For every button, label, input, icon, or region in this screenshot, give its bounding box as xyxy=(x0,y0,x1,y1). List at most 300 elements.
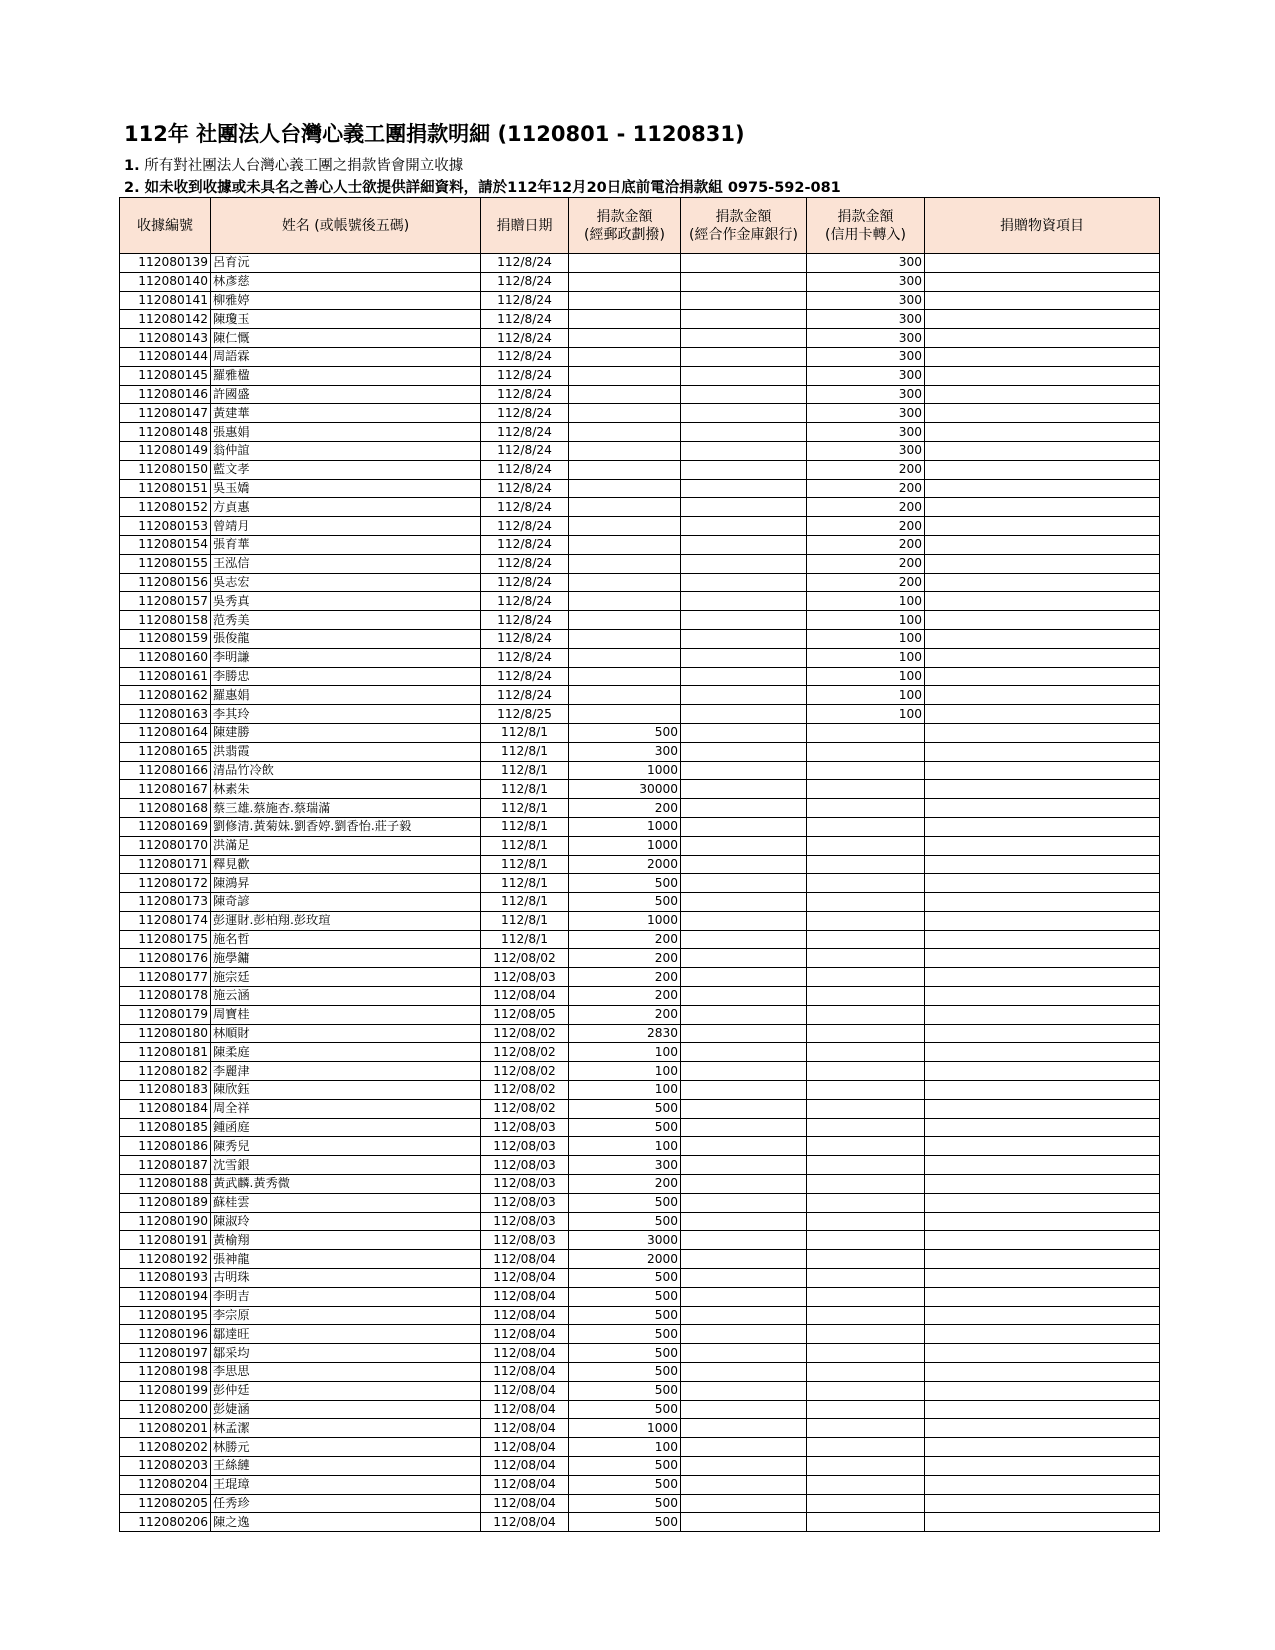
date-cell: 112/08/04 xyxy=(481,1325,569,1344)
date-cell: 112/8/1 xyxy=(481,911,569,930)
date-cell: 112/8/1 xyxy=(481,836,569,855)
name-cell: 陳淑玲 xyxy=(211,1212,481,1231)
postal-amount-cell xyxy=(569,366,681,385)
bank-amount-cell xyxy=(681,366,807,385)
postal-amount-cell xyxy=(569,686,681,705)
date-cell: 112/08/04 xyxy=(481,1287,569,1306)
card-amount-cell xyxy=(807,817,925,836)
goods-cell xyxy=(925,1193,1160,1212)
bank-amount-cell xyxy=(681,554,807,573)
goods-cell xyxy=(925,836,1160,855)
name-cell: 陳鴻昇 xyxy=(211,874,481,893)
bank-amount-cell xyxy=(681,592,807,611)
table-row xyxy=(120,423,1160,442)
date-cell: 112/08/04 xyxy=(481,987,569,1006)
date-cell: 112/8/24 xyxy=(481,366,569,385)
receipt-no-cell: 112080141 xyxy=(120,291,211,310)
date-cell: 112/08/04 xyxy=(481,1250,569,1269)
date-cell: 112/8/24 xyxy=(481,686,569,705)
receipt-no-cell: 112080198 xyxy=(120,1363,211,1382)
postal-amount-cell: 200 xyxy=(569,1175,681,1194)
bank-amount-cell xyxy=(681,1494,807,1513)
bank-amount-cell xyxy=(681,1269,807,1288)
receipt-no-cell: 112080185 xyxy=(120,1118,211,1137)
date-cell: 112/8/1 xyxy=(481,799,569,818)
receipt-no-cell: 112080164 xyxy=(120,723,211,742)
name-cell: 陳瓊玉 xyxy=(211,310,481,329)
name-cell: 洪翡霞 xyxy=(211,742,481,761)
table-row xyxy=(120,911,1160,930)
table-row xyxy=(120,1081,1160,1100)
goods-cell xyxy=(925,1212,1160,1231)
bank-amount-cell xyxy=(681,1212,807,1231)
table-row xyxy=(120,874,1160,893)
receipt-no-cell: 112080183 xyxy=(120,1081,211,1100)
table-row xyxy=(120,629,1160,648)
goods-cell xyxy=(925,1099,1160,1118)
name-cell: 王絲縺 xyxy=(211,1457,481,1476)
date-cell: 112/8/24 xyxy=(481,535,569,554)
goods-cell xyxy=(925,329,1160,348)
header-card-amount xyxy=(807,198,925,254)
name-cell: 王琨璋 xyxy=(211,1475,481,1494)
goods-cell xyxy=(925,629,1160,648)
table-row xyxy=(120,1438,1160,1457)
postal-amount-cell: 500 xyxy=(569,1363,681,1382)
postal-amount-cell: 2000 xyxy=(569,1250,681,1269)
goods-cell xyxy=(925,254,1160,273)
goods-cell xyxy=(925,1250,1160,1269)
date-cell: 112/8/24 xyxy=(481,291,569,310)
table-row xyxy=(120,1118,1160,1137)
name-cell: 林素朱 xyxy=(211,780,481,799)
postal-amount-cell xyxy=(569,611,681,630)
goods-cell xyxy=(925,930,1160,949)
date-cell: 112/8/24 xyxy=(481,498,569,517)
name-cell: 陳柔庭 xyxy=(211,1043,481,1062)
card-amount-cell xyxy=(807,723,925,742)
table-row xyxy=(120,404,1160,423)
name-cell: 鄒達旺 xyxy=(211,1325,481,1344)
receipt-no-cell: 112080163 xyxy=(120,705,211,724)
receipt-no-cell: 112080151 xyxy=(120,479,211,498)
receipt-no-cell: 112080154 xyxy=(120,535,211,554)
name-cell: 黃建華 xyxy=(211,404,481,423)
postal-amount-cell: 500 xyxy=(569,1325,681,1344)
header-goods: 捐贈物資項目 xyxy=(925,198,1160,254)
date-cell: 112/08/02 xyxy=(481,949,569,968)
bank-amount-cell xyxy=(681,347,807,366)
receipt-no-cell: 112080142 xyxy=(120,310,211,329)
goods-cell xyxy=(925,667,1160,686)
card-amount-cell xyxy=(807,1381,925,1400)
goods-cell xyxy=(925,911,1160,930)
date-cell: 112/08/03 xyxy=(481,1231,569,1250)
postal-amount-cell xyxy=(569,667,681,686)
table-row xyxy=(120,1344,1160,1363)
name-cell: 蘇桂雲 xyxy=(211,1193,481,1212)
bank-amount-cell xyxy=(681,1175,807,1194)
receipt-no-cell: 112080165 xyxy=(120,742,211,761)
receipt-no-cell: 112080189 xyxy=(120,1193,211,1212)
date-cell: 112/8/24 xyxy=(481,479,569,498)
table-row xyxy=(120,893,1160,912)
card-amount-cell xyxy=(807,1024,925,1043)
receipt-no-cell: 112080179 xyxy=(120,1005,211,1024)
goods-cell xyxy=(925,799,1160,818)
bank-amount-cell xyxy=(681,611,807,630)
note-contact: 2. 如未收到收據或未具名之善心人士欲提供詳細資料，請於112年12月20日底前電洽捐款組 0975-592-081 xyxy=(124,180,841,196)
date-cell: 112/8/1 xyxy=(481,817,569,836)
card-amount-cell xyxy=(807,1250,925,1269)
date-cell: 112/8/24 xyxy=(481,441,569,460)
bank-amount-cell xyxy=(681,1513,807,1532)
table-row xyxy=(120,1024,1160,1043)
header-card-line2: (信用卡轉入) xyxy=(825,226,906,243)
table-row xyxy=(120,573,1160,592)
card-amount-cell: 200 xyxy=(807,573,925,592)
card-amount-cell xyxy=(807,949,925,968)
postal-amount-cell xyxy=(569,404,681,423)
receipt-no-cell: 112080159 xyxy=(120,629,211,648)
date-cell: 112/08/03 xyxy=(481,1175,569,1194)
goods-cell xyxy=(925,723,1160,742)
table-row xyxy=(120,366,1160,385)
receipt-no-cell: 112080158 xyxy=(120,611,211,630)
name-cell: 張俊龍 xyxy=(211,629,481,648)
name-cell: 周全祥 xyxy=(211,1099,481,1118)
goods-cell xyxy=(925,1306,1160,1325)
card-amount-cell xyxy=(807,1325,925,1344)
card-amount-cell xyxy=(807,1513,925,1532)
goods-cell xyxy=(925,517,1160,536)
card-amount-cell xyxy=(807,761,925,780)
table-row xyxy=(120,761,1160,780)
card-amount-cell xyxy=(807,780,925,799)
date-cell: 112/08/03 xyxy=(481,1137,569,1156)
table-row xyxy=(120,554,1160,573)
bank-amount-cell xyxy=(681,723,807,742)
name-cell: 曾靖月 xyxy=(211,517,481,536)
name-cell: 李明吉 xyxy=(211,1287,481,1306)
date-cell: 112/8/1 xyxy=(481,742,569,761)
date-cell: 112/8/1 xyxy=(481,930,569,949)
goods-cell xyxy=(925,1137,1160,1156)
postal-amount-cell: 100 xyxy=(569,1081,681,1100)
receipt-no-cell: 112080201 xyxy=(120,1419,211,1438)
bank-amount-cell xyxy=(681,648,807,667)
card-amount-cell xyxy=(807,1099,925,1118)
goods-cell xyxy=(925,817,1160,836)
goods-cell xyxy=(925,423,1160,442)
card-amount-cell: 300 xyxy=(807,385,925,404)
table-row xyxy=(120,498,1160,517)
name-cell: 古明珠 xyxy=(211,1269,481,1288)
card-amount-cell: 200 xyxy=(807,479,925,498)
bank-amount-cell xyxy=(681,686,807,705)
postal-amount-cell: 3000 xyxy=(569,1231,681,1250)
name-cell: 方貞惠 xyxy=(211,498,481,517)
date-cell: 112/08/04 xyxy=(481,1400,569,1419)
bank-amount-cell xyxy=(681,836,807,855)
table-row xyxy=(120,1137,1160,1156)
postal-amount-cell: 500 xyxy=(569,1306,681,1325)
receipt-no-cell: 112080175 xyxy=(120,930,211,949)
table-row xyxy=(120,385,1160,404)
receipt-no-cell: 112080147 xyxy=(120,404,211,423)
header-bank-line1: 捐款金額 xyxy=(715,208,772,225)
name-cell: 吳玉嬌 xyxy=(211,479,481,498)
goods-cell xyxy=(925,498,1160,517)
table-row xyxy=(120,1306,1160,1325)
receipt-no-cell: 112080174 xyxy=(120,911,211,930)
date-cell: 112/8/24 xyxy=(481,310,569,329)
goods-cell xyxy=(925,1363,1160,1382)
goods-cell xyxy=(925,874,1160,893)
bank-amount-cell xyxy=(681,1287,807,1306)
date-cell: 112/8/1 xyxy=(481,761,569,780)
receipt-no-cell: 112080144 xyxy=(120,347,211,366)
card-amount-cell xyxy=(807,893,925,912)
date-cell: 112/8/24 xyxy=(481,329,569,348)
postal-amount-cell xyxy=(569,498,681,517)
goods-cell xyxy=(925,1118,1160,1137)
card-amount-cell: 300 xyxy=(807,329,925,348)
receipt-no-cell: 112080155 xyxy=(120,554,211,573)
bank-amount-cell xyxy=(681,1099,807,1118)
postal-amount-cell xyxy=(569,592,681,611)
date-cell: 112/08/04 xyxy=(481,1269,569,1288)
card-amount-cell xyxy=(807,1081,925,1100)
card-amount-cell: 100 xyxy=(807,629,925,648)
name-cell: 張惠娟 xyxy=(211,423,481,442)
table-row xyxy=(120,1325,1160,1344)
card-amount-cell xyxy=(807,987,925,1006)
postal-amount-cell: 500 xyxy=(569,1099,681,1118)
name-cell: 張神龍 xyxy=(211,1250,481,1269)
receipt-no-cell: 112080190 xyxy=(120,1212,211,1231)
postal-amount-cell: 500 xyxy=(569,1400,681,1419)
table-row xyxy=(120,817,1160,836)
header-postal-line2: (經郵政劃撥) xyxy=(584,226,665,243)
receipt-no-cell: 112080145 xyxy=(120,366,211,385)
postal-amount-cell: 1000 xyxy=(569,817,681,836)
card-amount-cell xyxy=(807,1118,925,1137)
name-cell: 彭運財.彭柏翔.彭玫瑄 xyxy=(211,911,481,930)
name-cell: 林孟潔 xyxy=(211,1419,481,1438)
table-row xyxy=(120,611,1160,630)
date-cell: 112/08/04 xyxy=(481,1457,569,1476)
table-row xyxy=(120,1457,1160,1476)
receipt-no-cell: 112080169 xyxy=(120,817,211,836)
bank-amount-cell xyxy=(681,1475,807,1494)
name-cell: 陳奇諺 xyxy=(211,893,481,912)
goods-cell xyxy=(925,611,1160,630)
receipt-no-cell: 112080171 xyxy=(120,855,211,874)
card-amount-cell xyxy=(807,1438,925,1457)
card-amount-cell xyxy=(807,1457,925,1476)
goods-cell xyxy=(925,385,1160,404)
goods-cell xyxy=(925,1475,1160,1494)
receipt-no-cell: 112080146 xyxy=(120,385,211,404)
date-cell: 112/8/24 xyxy=(481,423,569,442)
table-row xyxy=(120,272,1160,291)
card-amount-cell: 300 xyxy=(807,366,925,385)
receipt-no-cell: 112080196 xyxy=(120,1325,211,1344)
goods-cell xyxy=(925,949,1160,968)
bank-amount-cell xyxy=(681,441,807,460)
card-amount-cell: 100 xyxy=(807,611,925,630)
postal-amount-cell: 500 xyxy=(569,1212,681,1231)
bank-amount-cell xyxy=(681,1062,807,1081)
goods-cell xyxy=(925,1005,1160,1024)
bank-amount-cell xyxy=(681,1005,807,1024)
postal-amount-cell xyxy=(569,291,681,310)
date-cell: 112/08/04 xyxy=(481,1438,569,1457)
goods-cell xyxy=(925,291,1160,310)
receipt-no-cell: 112080182 xyxy=(120,1062,211,1081)
card-amount-cell xyxy=(807,1005,925,1024)
card-amount-cell xyxy=(807,1175,925,1194)
bank-amount-cell xyxy=(681,817,807,836)
date-cell: 112/08/02 xyxy=(481,1043,569,1062)
bank-amount-cell xyxy=(681,573,807,592)
card-amount-cell: 100 xyxy=(807,686,925,705)
receipt-no-cell: 112080148 xyxy=(120,423,211,442)
bank-amount-cell xyxy=(681,423,807,442)
name-cell: 吳秀真 xyxy=(211,592,481,611)
goods-cell xyxy=(925,554,1160,573)
card-amount-cell xyxy=(807,1419,925,1438)
postal-amount-cell xyxy=(569,385,681,404)
card-amount-cell: 200 xyxy=(807,460,925,479)
date-cell: 112/8/24 xyxy=(481,254,569,273)
bank-amount-cell xyxy=(681,310,807,329)
name-cell: 呂育沅 xyxy=(211,254,481,273)
card-amount-cell xyxy=(807,1400,925,1419)
table-row xyxy=(120,1099,1160,1118)
table-row xyxy=(120,1062,1160,1081)
bank-amount-cell xyxy=(681,1024,807,1043)
card-amount-cell xyxy=(807,1231,925,1250)
name-cell: 施宗廷 xyxy=(211,968,481,987)
bank-amount-cell xyxy=(681,1306,807,1325)
date-cell: 112/8/24 xyxy=(481,667,569,686)
table-row xyxy=(120,479,1160,498)
name-cell: 藍文孝 xyxy=(211,460,481,479)
table-body xyxy=(120,254,1160,1532)
postal-amount-cell xyxy=(569,535,681,554)
table-row xyxy=(120,855,1160,874)
bank-amount-cell xyxy=(681,1118,807,1137)
postal-amount-cell: 200 xyxy=(569,799,681,818)
postal-amount-cell xyxy=(569,573,681,592)
goods-cell xyxy=(925,1438,1160,1457)
table-row xyxy=(120,1513,1160,1532)
goods-cell xyxy=(925,761,1160,780)
table-row xyxy=(120,535,1160,554)
postal-amount-cell: 300 xyxy=(569,1156,681,1175)
goods-cell xyxy=(925,479,1160,498)
goods-cell xyxy=(925,272,1160,291)
table-row xyxy=(120,1287,1160,1306)
bank-amount-cell xyxy=(681,1156,807,1175)
date-cell: 112/08/03 xyxy=(481,1156,569,1175)
bank-amount-cell xyxy=(681,799,807,818)
postal-amount-cell xyxy=(569,254,681,273)
goods-cell xyxy=(925,1513,1160,1532)
goods-cell xyxy=(925,648,1160,667)
postal-amount-cell: 2830 xyxy=(569,1024,681,1043)
goods-cell xyxy=(925,1344,1160,1363)
table-row xyxy=(120,517,1160,536)
bank-amount-cell xyxy=(681,893,807,912)
table-row xyxy=(120,291,1160,310)
page-title: 112年 社團法人台灣心義工團捐款明細 (1120801 - 1120831) xyxy=(124,122,745,146)
receipt-no-cell: 112080168 xyxy=(120,799,211,818)
note-text: 所有對社團法人台灣心義工團之捐款皆會開立收據 xyxy=(139,158,464,174)
bank-amount-cell xyxy=(681,404,807,423)
postal-amount-cell: 1000 xyxy=(569,911,681,930)
bank-amount-cell xyxy=(681,930,807,949)
receipt-no-cell: 112080195 xyxy=(120,1306,211,1325)
goods-cell xyxy=(925,968,1160,987)
goods-cell xyxy=(925,1156,1160,1175)
postal-amount-cell: 30000 xyxy=(569,780,681,799)
date-cell: 112/08/04 xyxy=(481,1381,569,1400)
postal-amount-cell xyxy=(569,329,681,348)
table-row xyxy=(120,742,1160,761)
goods-cell xyxy=(925,1287,1160,1306)
name-cell: 彭婕涵 xyxy=(211,1400,481,1419)
name-cell: 陳欣鈺 xyxy=(211,1081,481,1100)
bank-amount-cell xyxy=(681,291,807,310)
table-row xyxy=(120,1231,1160,1250)
goods-cell xyxy=(925,573,1160,592)
goods-cell xyxy=(925,1457,1160,1476)
postal-amount-cell: 500 xyxy=(569,1193,681,1212)
name-cell: 吳志宏 xyxy=(211,573,481,592)
card-amount-cell: 200 xyxy=(807,498,925,517)
receipt-no-cell: 112080193 xyxy=(120,1269,211,1288)
card-amount-cell: 300 xyxy=(807,310,925,329)
receipt-no-cell: 112080139 xyxy=(120,254,211,273)
postal-amount-cell: 500 xyxy=(569,893,681,912)
receipt-no-cell: 112080180 xyxy=(120,1024,211,1043)
postal-amount-cell: 2000 xyxy=(569,855,681,874)
postal-amount-cell: 200 xyxy=(569,987,681,1006)
bank-amount-cell xyxy=(681,1137,807,1156)
postal-amount-cell: 500 xyxy=(569,1494,681,1513)
name-cell: 劉修清.黃菊妹.劉香婷.劉香怡.莊子毅 xyxy=(211,817,481,836)
date-cell: 112/8/1 xyxy=(481,893,569,912)
receipt-no-cell: 112080200 xyxy=(120,1400,211,1419)
receipt-no-cell: 112080186 xyxy=(120,1137,211,1156)
table-row xyxy=(120,347,1160,366)
name-cell: 王泓信 xyxy=(211,554,481,573)
receipt-no-cell: 112080172 xyxy=(120,874,211,893)
postal-amount-cell: 500 xyxy=(569,1381,681,1400)
date-cell: 112/8/24 xyxy=(481,347,569,366)
date-cell: 112/8/24 xyxy=(481,517,569,536)
header-date: 捐贈日期 xyxy=(481,198,569,254)
name-cell: 張育華 xyxy=(211,535,481,554)
donation-table xyxy=(119,197,1160,1532)
table-row xyxy=(120,1400,1160,1419)
date-cell: 112/8/24 xyxy=(481,554,569,573)
postal-amount-cell xyxy=(569,310,681,329)
card-amount-cell: 100 xyxy=(807,648,925,667)
